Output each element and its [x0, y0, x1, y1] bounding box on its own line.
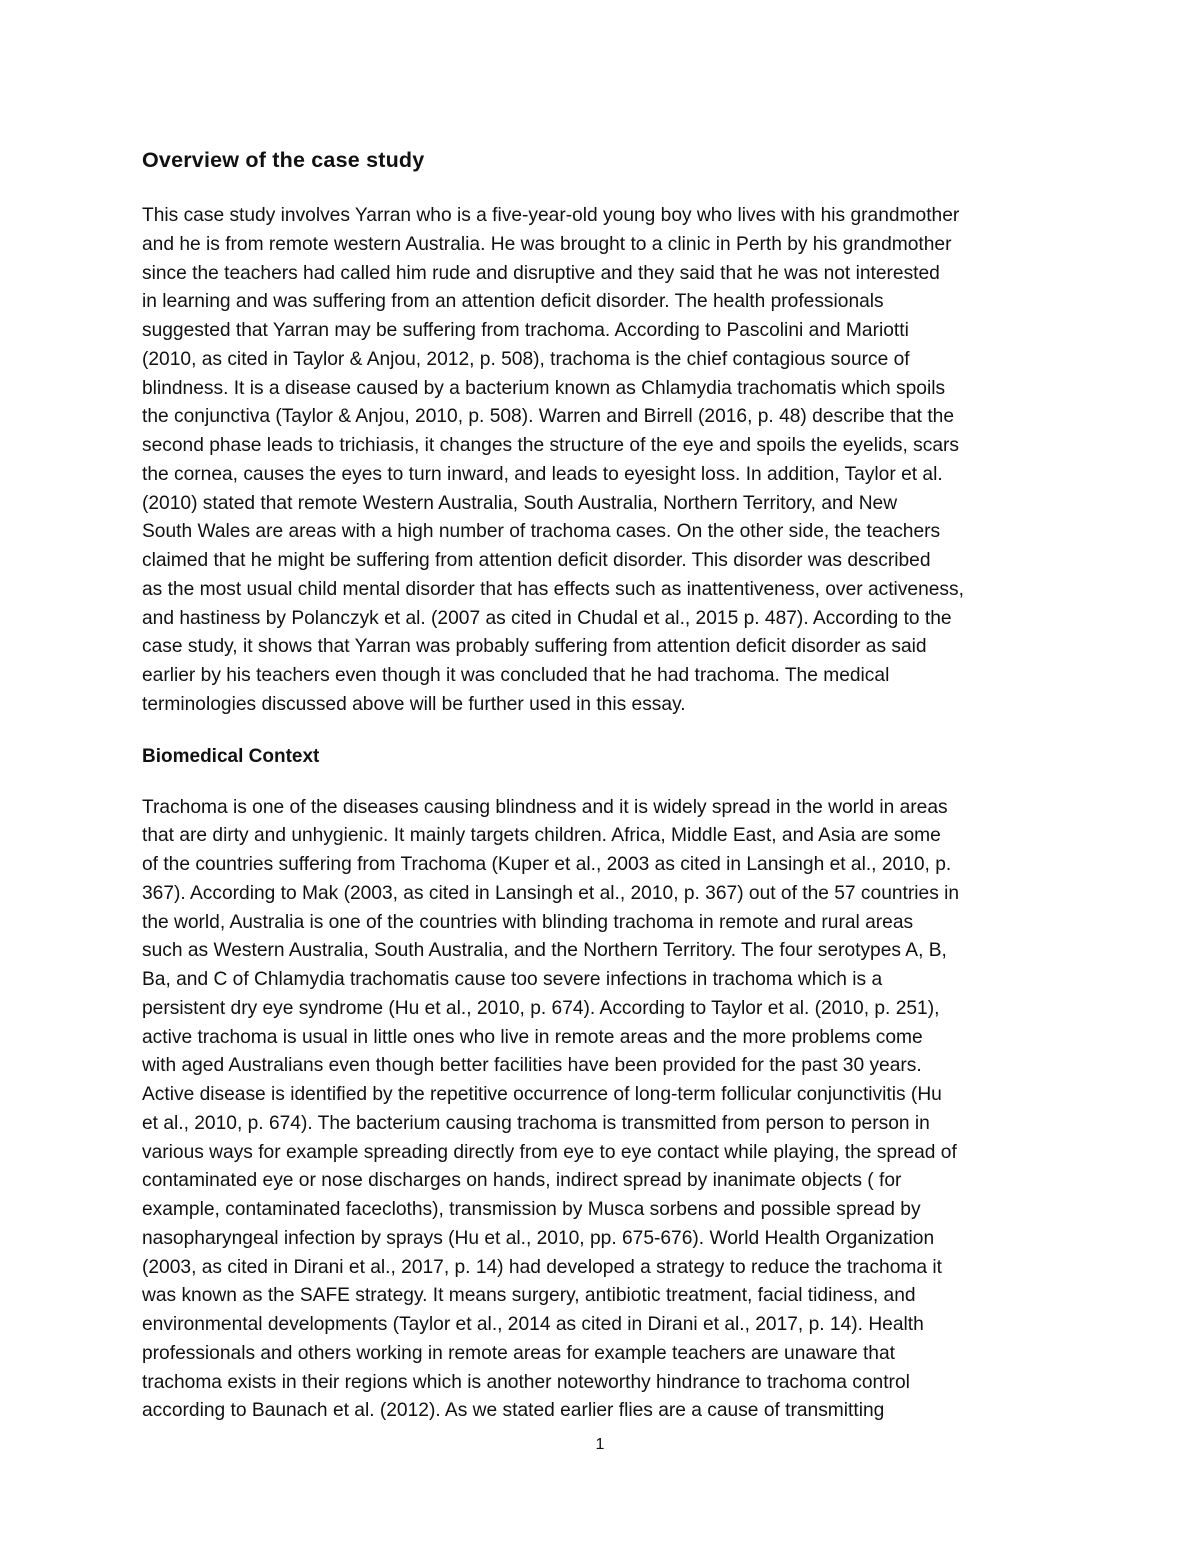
text-line: example, contaminated facecloths), transmission by Musca sorbens and possible spread by: [142, 1199, 921, 1220]
text-line: Ba, and C of Chlamydia trachomatis cause too severe infections in trachoma which is a: [142, 969, 883, 990]
text-line: South Wales are areas with a high number of trachoma cases. On the other side, the teachers: [142, 521, 941, 543]
text-line: the conjunctiva (Taylor & Anjou, 2010, p. 508). Warren and Birrell (2016, p. 48) describe that the: [142, 406, 955, 428]
text-line: nasopharyngeal infection by sprays (Hu et al., 2010, pp. 675-676). World Health Organization: [142, 1227, 935, 1249]
text-line: as the most usual child mental disorder that has effects such as inattentiveness, over activeness,: [142, 578, 964, 600]
text-line: claimed that he might be suffering from attention deficit disorder. This disorder was described: [142, 550, 931, 571]
text-line: since the teachers had called him rude and disruptive and they said that he was not interested: [142, 262, 940, 284]
text-line: Trachoma is one of the diseases causing blindness and it is widely spread in the world in areas: [142, 796, 948, 818]
text-line: such as Western Australia, South Australia, and the Northern Territory. The four serotypes A, B,: [142, 940, 947, 962]
text-line: contaminated eye or nose discharges on hands, indirect spread by inanimate objects ( for: [142, 1170, 902, 1192]
text-line: case study, it shows that Yarran was probably suffering from attention deficit disorder as said: [142, 636, 927, 658]
text-line: Active disease is identified by the repetitive occurrence of long-term follicular conjunctivitis (Hu: [142, 1084, 942, 1105]
text-line: persistent dry eye syndrome (Hu et al., 2010, p. 674). According to Taylor et al. (2010, p. 251),: [142, 997, 940, 1019]
text-line: various ways for example spreading directly from eye to eye contact while playing, the spread of: [142, 1141, 957, 1163]
section-heading-biomedical-context: Biomedical Context: [142, 745, 320, 767]
text-line: according to Baunach et al. (2012). As we stated earlier flies are a cause of transmitting: [142, 1400, 885, 1422]
text-line: that are dirty and unhygienic. It mainly targets children. Africa, Middle East, and Asia are some: [142, 825, 941, 847]
text-line: professionals and others working in remote areas for example teachers are unaware that: [142, 1342, 895, 1364]
text-line: 367). According to Mak (2003, as cited in Lansingh et al., 2010, p. 367) out of the 57 countries in: [142, 882, 960, 904]
text-line: of the countries suffering from Trachoma (Kuper et al., 2003 as cited in Lansingh et al., 2010, p.: [142, 854, 952, 875]
text-line: terminologies discussed above will be further used in this essay.: [142, 693, 686, 715]
text-line: the cornea, causes the eyes to turn inward, and leads to eyesight loss. In addition, Taylor et al.: [142, 463, 943, 485]
text-line: and he is from remote western Australia. He was brought to a clinic in Perth by his grandmother: [142, 233, 952, 255]
text-line: active trachoma is usual in little ones who live in remote areas and the more problems come: [142, 1026, 923, 1048]
text-line: earlier by his teachers even though it was concluded that he had trachoma. The medical: [142, 665, 890, 686]
text-line: the world, Australia is one of the countries with blinding trachoma in remote and rural areas: [142, 911, 914, 933]
text-line: was known as the SAFE strategy. It means surgery, antibiotic treatment, facial tidiness, and: [142, 1285, 916, 1307]
text-line: suggested that Yarran may be suffering from trachoma. According to Pascolini and Mariotti: [142, 320, 909, 341]
biomedical-context-paragraph: [142, 794, 1072, 1427]
text-line: with aged Australians even though better facilities have been provided for the past 30 years.: [142, 1055, 922, 1077]
text-line: second phase leads to trichiasis, it changes the structure of the eye and spoils the eyelids, scars: [142, 435, 959, 456]
page-content: [142, 142, 1072, 1426]
page-number: 1: [595, 1436, 605, 1453]
text-line: (2010) stated that remote Western Australia, South Australia, Northern Territory, and New: [142, 492, 898, 514]
text-line: This case study involves Yarran who is a five-year-old young boy who lives with his grandmother: [142, 205, 960, 226]
text-line: et al., 2010, p. 674). The bacterium causing trachoma is transmitted from person to person in: [142, 1112, 930, 1134]
section-heading-overview: Overview of the case study: [142, 148, 425, 172]
text-line: environmental developments (Taylor et al., 2014 as cited in Dirani et al., 2017, p. 14). Health: [142, 1314, 924, 1335]
text-line: blindness. It is a disease caused by a bacterium known as Chlamydia trachomatis which spoils: [142, 377, 946, 399]
text-line: (2010, as cited in Taylor & Anjou, 2012, p. 508), trachoma is the chief contagious source of: [142, 348, 910, 370]
text-line: (2003, as cited in Dirani et al., 2017, p. 14) had developed a strategy to reduce the trachoma it: [142, 1256, 942, 1278]
overview-paragraph: [142, 202, 1072, 720]
text-line: in learning and was suffering from an attention deficit disorder. The health professionals: [142, 291, 884, 313]
text-line: trachoma exists in their regions which is another noteworthy hindrance to trachoma control: [142, 1371, 910, 1393]
text-line: and hastiness by Polanczyk et al. (2007 as cited in Chudal et al., 2015 p. 487). According to the: [142, 607, 952, 629]
